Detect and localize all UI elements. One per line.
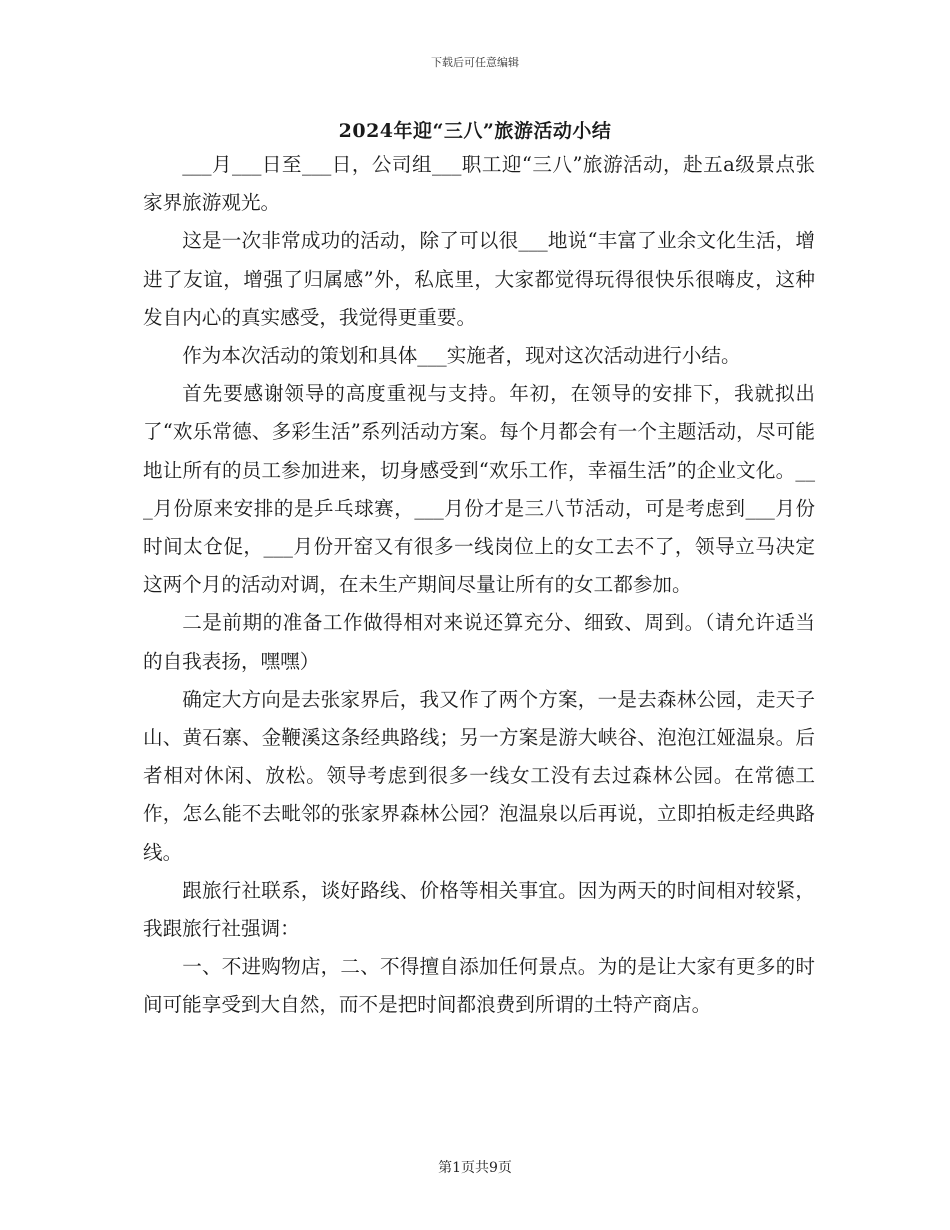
paragraph: 确定大方向是去张家界后，我又作了两个方案，一是去森林公园，走天子山、黄石寨、金鞭溪这条经典路线；另一方案是游大峡谷、泡泡江娅温泉。后者相对休闲、放松。领导考虑到很多一线女工没有去过森林公园。在常德工作，怎么能不去毗邻的张家界森林公园？泡温泉以后再说，立即拍板走经典路线。 xyxy=(143,687,815,864)
document-body xyxy=(143,146,815,1025)
paragraph: ___月___日至___日，公司组___职工迎“三八”旅游活动，赴五a级景点张家界旅游观光。 xyxy=(143,153,815,215)
page-number: 第1页共9页 xyxy=(438,1160,512,1176)
paragraph: 跟旅行社联系，谈好路线、价格等相关事宜。因为两天的时间相对较紧，我跟旅行社强调： xyxy=(143,878,815,941)
paragraph: 这是一次非常成功的活动，除了可以很___地说“丰富了业余文化生活，增进了友谊，增强了归属感”外，私底里，大家都觉得玩得很快乐很嗨皮，这种发自内心的真实感受，我觉得更重要。 xyxy=(143,229,815,329)
paragraph: 二是前期的准备工作做得相对来说还算充分、细致、周到。（请允许适当的自我表扬，嘿嘿） xyxy=(143,611,815,673)
document-title: 2024年迎“三八”旅游活动小结 xyxy=(338,120,612,142)
paragraph: 作为本次活动的策划和具体___实施者，现对这次活动进行小结。 xyxy=(182,344,741,368)
paragraph: 一、不进购物店，二、不得擅自添加任何景点。为的是让大家有更多的时间可能享受到大自然，而不是把时间都浪费到所谓的土特产商店。 xyxy=(143,955,815,1017)
paragraph: 首先要感谢领导的高度重视与支持。年初，在领导的安排下，我就拟出了“欢乐常德、多彩生活”系列活动方案。每个月都会有一个主题活动，尽可能地让所有的员工参加进来，切身感受到“欢乐工作，幸福生活”的企业文化。___月份原来安排的是乒乓球赛，___月份才是三八节活动，可是考虑到___月份时间太仓促，___月份开窑又有很多一线岗位上的女工去不了，领导立马决定这两个月的活动对调，在未生产期间尽量让所有的女工都参加。 xyxy=(143,382,815,597)
header-note: 下载后可任意编辑 xyxy=(431,56,519,69)
